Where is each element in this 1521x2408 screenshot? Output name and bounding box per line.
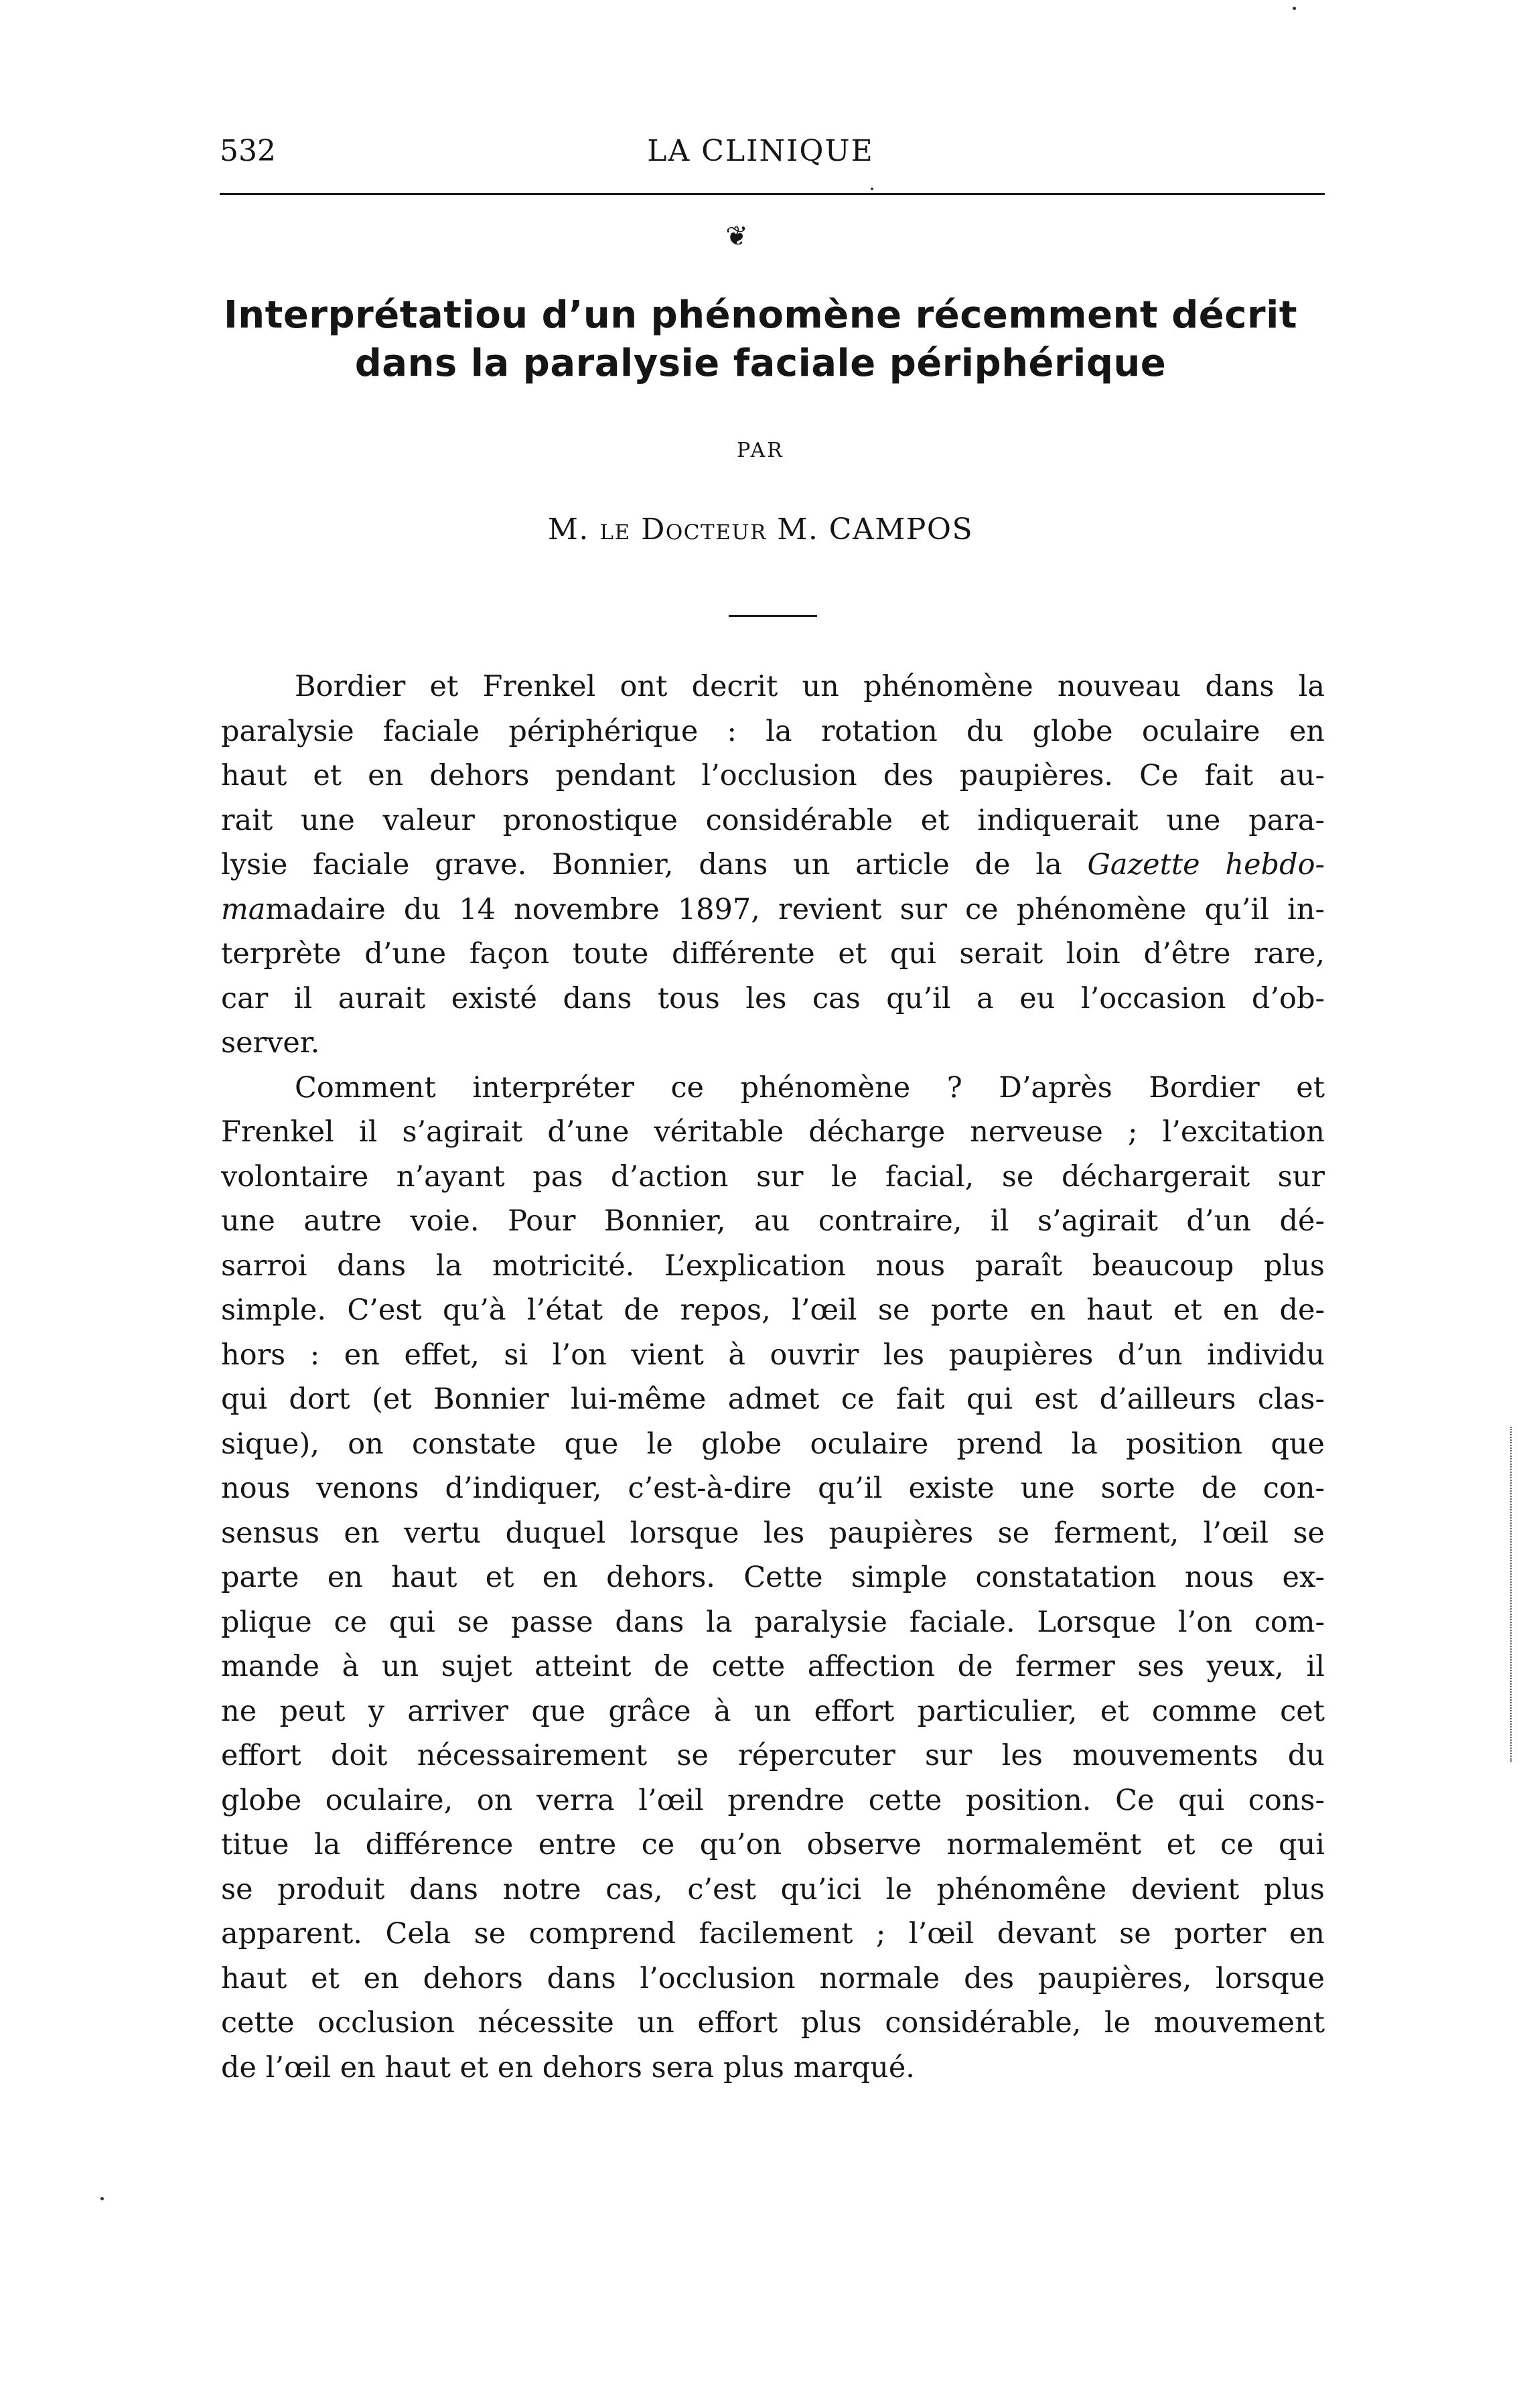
text-line: plique ce qui se passe dans la paralysie faciale. Lorsque l’on com- (221, 1605, 1325, 1639)
byline-par: PAR (737, 439, 784, 462)
text-line: terprète d’une façon toute différente et qui serait loin d’être rare, (221, 937, 1325, 971)
article-title (0, 291, 1521, 388)
article-body (221, 664, 1325, 2090)
text-line: de l’œil en haut et en dehors sera plus marqué. (221, 2050, 915, 2084)
italic-fragment: ma (221, 892, 266, 926)
running-head: LA CLINIQUE (647, 134, 874, 168)
header-rule (220, 193, 1325, 195)
text-line (221, 843, 1325, 888)
text-line: Frenkel il s’agirait d’une véritable décharge nerveuse ; l’excitation (221, 1115, 1325, 1149)
ornament-icon: ❦ (725, 221, 748, 252)
text-fragment: lysie faciale grave. Bonnier, dans un article de la (221, 848, 1062, 881)
text-line: Comment interpréter ce phénomène ? D’après Bordier et (295, 1070, 1325, 1105)
text-line: simple. C’est qu’à l’état de repos, l’œil se porte en haut et en de- (221, 1293, 1325, 1327)
text-line: apparent. Cela se comprend facilement ; l’œil devant se porter en (221, 1917, 1325, 1951)
text-line: parte en haut et en dehors. Cette simple constatation nous ex- (221, 1561, 1325, 1594)
text-line: effort doit nécessairement se répercuter sur les mouvements du (221, 1739, 1325, 1772)
author-name: M. le Docteur M. CAMPOS (547, 512, 974, 547)
text-line: haut et en dehors pendant l’occlusion des paupières. Ce fait au- (221, 759, 1325, 792)
text-line: titue la différence entre ce qu’on observe normalemënt et ce qui (221, 1828, 1325, 1861)
text-line: volontaire n’ayant pas d’action sur le facial, se déchargerait sur (221, 1159, 1325, 1194)
text-line: car il aurait existé dans tous les cas qu’il a eu l’occasion d’ob- (221, 981, 1325, 1015)
text-line: Bordier et Frenkel ont decrit un phénomène nouveau dans la (295, 670, 1325, 703)
scan-speck (100, 2197, 104, 2200)
text-line: se produit dans notre cas, c’est qu’ici le phénomêne devient plus (221, 1872, 1325, 1906)
text-line: hors : en effet, si l’on vient à ouvrir les paupières d’un individu (221, 1338, 1325, 1372)
text-line: ne peut y arriver que grâce à un effort particulier, et comme cet (221, 1694, 1325, 1728)
text-line: qui dort (et Bonnier lui-même admet ce fait qui est d’ailleurs clas- (221, 1383, 1325, 1416)
title-line: Interprétatiou d’un phénomène récemment décrit (223, 293, 1298, 337)
scan-speck (1293, 7, 1296, 10)
text-line: server. (221, 1026, 320, 1060)
italic-fragment: Gazette hebdo- (1087, 848, 1325, 881)
title-line: dans la paralysie faciale périphérique (354, 342, 1167, 385)
text-line: une autre voie. Pour Bonnier, au contraire, il s’agirait d’un dé- (221, 1204, 1325, 1238)
author-rule (729, 615, 817, 617)
text-line: sarroi dans la motricité. L’explication nous paraît beaucoup plus (221, 1249, 1325, 1283)
text-fragment: madaire du 14 novembre 1897, revient sur ce phénomène qu’il in- (265, 892, 1325, 926)
text-line: globe oculaire, on verra l’œil prendre cette position. Ce qui cons- (221, 1783, 1325, 1817)
margin-binding-dots (1510, 1427, 1513, 1762)
text-line: mande à un sujet atteint de cette affection de fermer ses yeux, il (221, 1650, 1325, 1683)
text-line: nous venons d’indiquer, c’est-à-dire qu’il existe une sorte de con- (221, 1472, 1325, 1505)
page-number: 532 (220, 134, 276, 168)
text-line: cette occlusion nécessite un effort plus considérable, le mouvement (221, 2006, 1325, 2040)
text-line: paralysie faciale périphérique : la rotation du globe oculaire en (221, 714, 1325, 748)
text-line: sique), on constate que le globe oculaire prend la position que (221, 1427, 1325, 1461)
text-line: rait une valeur pronostique considérable et indiquerait une para- (221, 803, 1325, 837)
text-line: sensus en vertu duquel lorsque les paupières se ferment, l’œil se (221, 1516, 1325, 1550)
text-line: haut et en dehors dans l’occlusion normale des paupières, lorsque (221, 1961, 1325, 1995)
text-line (221, 888, 1325, 932)
scan-speck (871, 188, 873, 190)
